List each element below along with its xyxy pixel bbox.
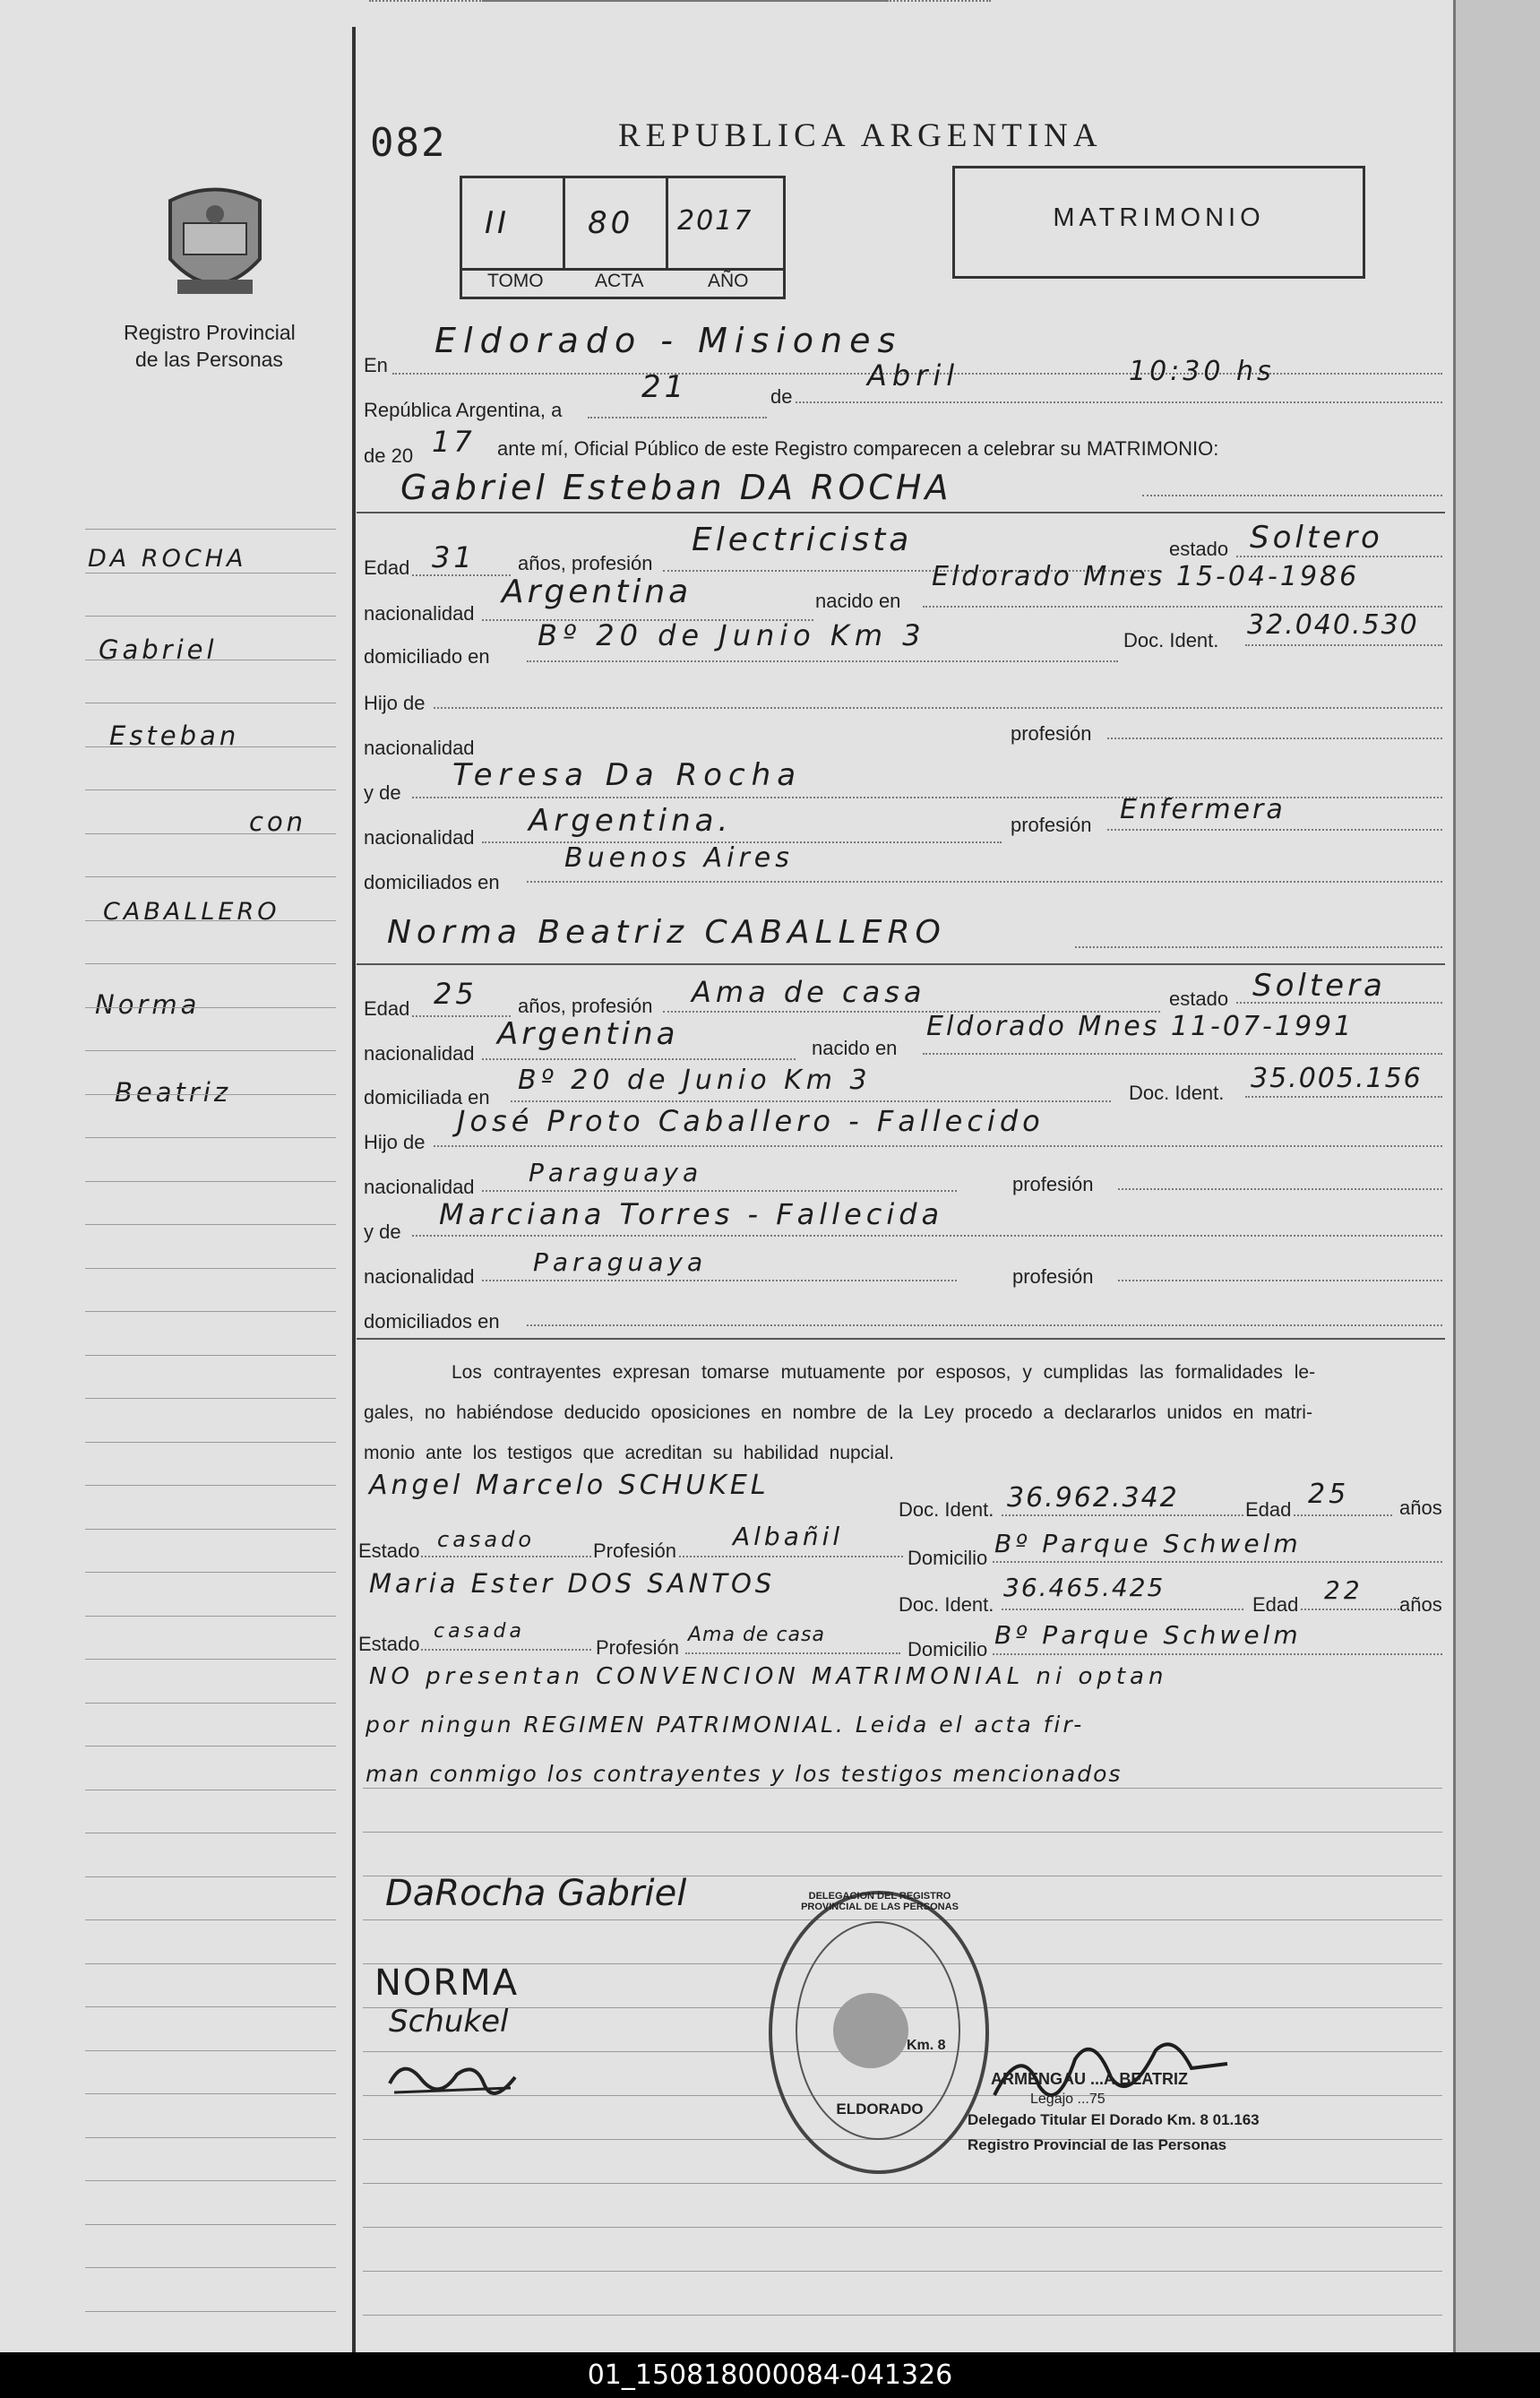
witness2-profession: Ama de casa [688,1624,825,1646]
domicilio-label: Domicilio [908,1638,988,1660]
groom-age: 31 [432,540,476,574]
tomo-label: TOMO [487,271,544,291]
stamp-line1: ARMENGAU ...A BEATRIZ [991,2070,1188,2088]
place: Eldorado - Misiones [434,321,903,360]
en-label: En [364,354,388,376]
sidebar-entry: CABALLERO [103,898,280,926]
profesion-label: profesión [1011,814,1092,836]
stamp-line4: Registro Provincial de las Personas [968,2136,1227,2153]
ruled-line [85,1703,336,1704]
bride-father-nationality: Paraguaya [529,1158,703,1187]
stamp-line3: Delegado Titular El Dorado Km. 8 01.163 [968,2111,1260,2128]
groom-parents-address: Buenos Aires [564,842,794,874]
witness2-address: Bº Parque Schwelm [994,1620,1302,1650]
anos-profesion-label: años, profesión [518,552,653,574]
ruled-line [363,1788,1442,1789]
estado-label: Estado [358,1540,420,1562]
ruled-line [85,1746,336,1747]
y-de-label: y de [364,1221,401,1243]
groom-estado: Soltero [1250,520,1383,556]
profesion-label: Profesión [596,1636,679,1659]
nacionalidad-label: nacionalidad [364,602,475,625]
signature-witness: Schukel [389,2004,509,2040]
sidebar-entry: con [249,807,307,837]
witness2-name: Maria Ester DOS SANTOS [369,1568,776,1599]
page-number: 082 [370,120,447,166]
estado-label: Estado [358,1633,420,1655]
ruled-line [85,1007,336,1008]
bride-profession: Ama de casa [692,975,926,1009]
estado-label: estado [1169,988,1229,1010]
country-heading: REPUBLICA ARGENTINA [618,117,1103,154]
edad-label: Edad [364,997,410,1020]
witness2-estado: casada [434,1620,525,1643]
ruled-line [85,963,336,964]
ruled-line [363,2271,1442,2272]
ante-text: ante mí, Oficial Público de este Registro comparecen a celebrar su MATRIMONIO: [497,437,1219,460]
ruled-line [85,1398,336,1399]
bride-estado: Soltera [1252,968,1386,1004]
ruled-line [85,1268,336,1269]
bride-nationality: Argentina [497,1016,679,1052]
nacionalidad-label: nacionalidad [364,826,475,849]
de-label: de [770,385,793,408]
ruled-line [85,2006,336,2007]
groom-profession: Electricista [692,522,913,558]
nacido-label: nacido en [812,1037,898,1059]
ruled-line [85,1137,336,1138]
acta-value: 80 [588,205,634,241]
ruled-line [85,2093,336,2094]
witness1-estado: casado [437,1527,536,1552]
ruled-line [363,1832,1442,1833]
anio-label: AÑO [708,271,749,291]
nacionalidad-label: nacionalidad [364,1265,475,1288]
witness1-name: Angel Marcelo SCHUKEL [369,1470,770,1501]
ruled-line [85,1919,336,1920]
bride-age: 25 [434,977,477,1011]
doc-ident-label: Doc. Ident. [1123,629,1219,651]
ruled-line [85,1485,336,1486]
anos-profesion-label: años, profesión [518,995,653,1017]
ruled-line [85,1659,336,1660]
bride-name: Norma Beatriz CABALLERO [387,914,946,951]
profesion-label: Profesión [593,1540,676,1562]
margin-divider [352,27,356,2352]
ruled-line [85,789,336,790]
groom-address: Bº 20 de Junio Km 3 [538,618,926,652]
ruled-line [85,920,336,921]
republica-label: República Argentina, a [364,399,563,421]
groom-mother-nationality: Argentina. [529,803,733,839]
sidebar-entry: Esteban [109,720,240,751]
ruled-line [85,2267,336,2268]
sidebar-entry: Gabriel [99,634,218,665]
groom-mother-profession: Enfermera [1120,794,1286,825]
groom-doc: 32.040.530 [1247,609,1419,641]
bride-mother: Marciana Torres - Fallecida [439,1197,944,1231]
domiciliados-label: domiciliados en [364,1310,500,1333]
nacionalidad-label: nacionalidad [364,737,475,759]
seal-text: DELEGACION DEL REGISTRO PROVINCIAL DE LAS PERSONAS [801,1891,959,1912]
hijo-de-label: Hijo de [364,692,426,714]
month: Abril [867,358,960,392]
doc-ident-label: Doc. Ident. [899,1593,994,1616]
profesion-label: profesión [1012,1173,1094,1195]
tomo-acta-box [460,176,786,299]
year-suffix: 17 [432,425,476,459]
sidebar-entry: DA ROCHA [88,545,247,573]
stamp-line2: Legajo ...75 [1030,2092,1106,2107]
ruled-line [363,2183,1442,2184]
registry-name-line1: Registro Provincial [124,321,296,344]
profesion-label: profesión [1012,1265,1094,1288]
edad-label: Edad [1245,1498,1292,1521]
witness1-age: 25 [1308,1479,1350,1510]
doc-ident-label: Doc. Ident. [1129,1082,1225,1104]
ruled-line [85,2224,336,2225]
estado-label: estado [1169,538,1229,560]
ruled-line [85,2050,336,2051]
ruled-line [85,876,336,877]
witness2-doc: 36.465.425 [1003,1573,1166,1602]
nacido-label: nacido en [815,590,901,612]
anio-value: 2017 [677,205,753,237]
ruled-line [85,2180,336,2181]
ruled-line [85,1181,336,1182]
coat-of-arms-icon [161,183,269,308]
anos-label: años [1399,1593,1442,1616]
signature-bride: NORMA [374,1962,520,2004]
ruled-line [363,2227,1442,2228]
domiciliado-label: domiciliado en [364,645,490,668]
doc-ident-label: Doc. Ident. [899,1498,994,1521]
ruled-line [85,1311,336,1312]
anos-label: años [1399,1497,1442,1519]
signature-groom: DaRocha Gabriel [385,1873,687,1914]
sidebar-entry: Norma [95,989,201,1020]
bride-father: José Proto Caballero - Fallecido [457,1104,1045,1138]
witness1-address: Bº Parque Schwelm [994,1529,1302,1558]
witness2-age: 22 [1324,1575,1364,1605]
note-line: por ningun REGIMEN PATRIMONIAL. Leida el acta fir- [366,1712,1085,1738]
bride-address: Bº 20 de Junio Km 3 [518,1065,872,1096]
ruled-line [85,1224,336,1225]
ruled-line [85,529,336,530]
edad-label: Edad [364,556,410,579]
ruled-line [85,833,336,834]
ruled-line [85,1616,336,1617]
bride-birth: Eldorado Mnes 11-07-1991 [926,1011,1355,1042]
tomo-value: II [485,205,511,241]
note-line: NO presentan CONVENCION MATRIMONIAL ni optan [369,1663,1168,1690]
groom-mother: Teresa Da Rocha [452,757,803,793]
ruled-line [85,1442,336,1443]
acta-label: ACTA [595,271,644,291]
note-line: man conmigo los contrayentes y los testigos mencionados [366,1761,1123,1787]
ruled-line [85,1963,336,1964]
doc-type: MATRIMONIO [1053,203,1265,232]
declaration-line1: Los contrayentes expresan tomarse mutuamente por esposos, y cumplidas las formalidades le- [452,1362,1316,1383]
time: 10:30 hs [1129,356,1275,387]
footer-id: 01_150818000084-041326 [0,2352,1540,2398]
ruled-line [85,616,336,617]
groom-name: Gabriel Esteban DA ROCHA [400,468,952,507]
page-edge [1453,0,1540,2352]
ruled-line [363,2315,1442,2316]
domiciliados-label: domiciliados en [364,871,500,893]
ruled-line [85,1050,336,1051]
declaration-line3: monio ante los testigos que acreditan su habilidad nupcial. [364,1443,895,1463]
bride-doc: 35.005.156 [1251,1063,1423,1094]
doc-type-box [952,166,1365,279]
domiciliada-label: domiciliada en [364,1086,490,1108]
ruled-line [85,1572,336,1573]
signature-scribble [385,2052,520,2106]
day: 21 [641,369,688,405]
ruled-line [85,746,336,747]
witness1-doc: 36.962.342 [1007,1482,1179,1514]
ruled-line [85,573,336,574]
edad-label: Edad [1252,1593,1299,1616]
bride-mother-nationality: Paraguaya [533,1247,708,1277]
ruled-line [85,1876,336,1877]
ruled-line [85,2311,336,2312]
ruled-line [85,1355,336,1356]
seal-km: Km. 8 [907,2038,946,2053]
y-de-label: y de [364,781,401,804]
nacionalidad-label: nacionalidad [364,1176,475,1198]
registry-name-line2: de las Personas [135,348,283,371]
domicilio-label: Domicilio [908,1547,988,1569]
sidebar-entry: Beatriz [115,1077,232,1108]
seal-city: ELDORADO [836,2100,924,2118]
official-seal [769,1891,989,2174]
declaration-line2: gales, no habiéndose deducido oposiciones en nombre de la Ley procedo a declararlos unidos en matri- [364,1402,1312,1423]
hijo-de-label: Hijo de [364,1131,426,1153]
year-prefix: de 20 [364,444,414,467]
witness1-profession: Albañil [733,1522,844,1551]
groom-birth: Eldorado Mnes 15-04-1986 [932,561,1360,592]
ruled-line [85,1094,336,1095]
profesion-label: profesión [1011,722,1092,745]
ruled-line [85,2137,336,2138]
ruled-line [85,1529,336,1530]
nacionalidad-label: nacionalidad [364,1042,475,1065]
groom-nationality: Argentina [502,574,693,610]
